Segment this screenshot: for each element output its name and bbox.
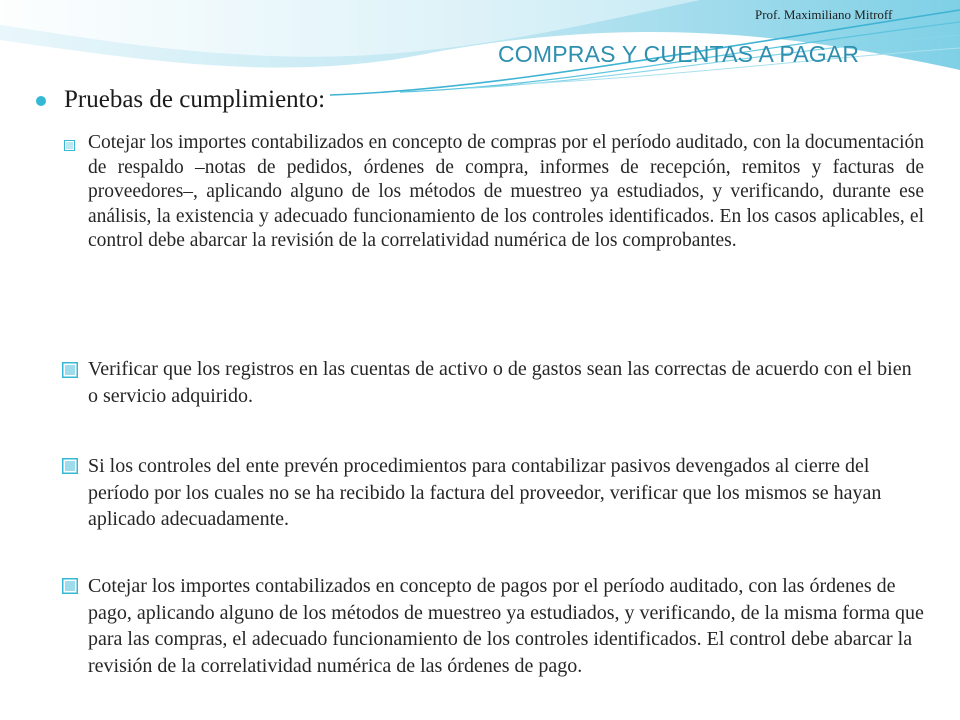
list-item-text: Si los controles del ente prevén procedimientos para contabilizar pasivos devengados al cierre del período por los cuales no se ha recibido la factura del proveedor, verificar que los mismos se hayan aplicado adecuadamente. <box>88 455 882 530</box>
list-item-text: Verificar que los registros en las cuentas de activo o de gastos sean las correctas de acuerdo con el bien o servicio adquirido. <box>88 358 912 407</box>
list-item-text: Cotejar los importes contabilizados en concepto de compras por el período auditado, con la documentación de respaldo –notas de pedidos, órdenes de compra, informes de recepción, remitos y facturas de proveedores–, aplicando alguno de los métodos de muestreo ya estudiados, y verificando, durante ese análisis, la existencia y adecuado funcionamiento de los controles identificados. En los casos aplicables, el control debe abarcar la revisión de la correlatividad numérica de los comprobantes. <box>88 132 924 251</box>
author-label: Prof. Maximiliano Mitroff <box>755 7 893 22</box>
bullet-dot-icon <box>36 96 46 106</box>
list-item-text: Cotejar los importes contabilizados en concepto de pagos por el período auditado, con las órdenes de pago, aplicando alguno de los métodos de muestreo ya estudiados, y verificando, de la misma forma que para las compras, el adecuado funcionamiento de los controles identificados. El control debe abarcar la revisión de la correlatividad numérica de las órdenes de pago. <box>88 575 924 677</box>
list-item <box>88 131 924 254</box>
section-heading: Pruebas de cumplimiento: <box>64 86 326 113</box>
list-item <box>88 573 938 679</box>
checkbox-bullet-icon <box>64 140 75 151</box>
list-item <box>88 453 924 533</box>
checkbox-bullet-icon <box>62 458 78 474</box>
list-item <box>88 356 924 409</box>
checkbox-bullet-icon <box>62 362 78 378</box>
checkbox-bullet-icon <box>62 578 78 594</box>
slide-title: COMPRAS Y CUENTAS A PAGAR <box>498 41 860 67</box>
